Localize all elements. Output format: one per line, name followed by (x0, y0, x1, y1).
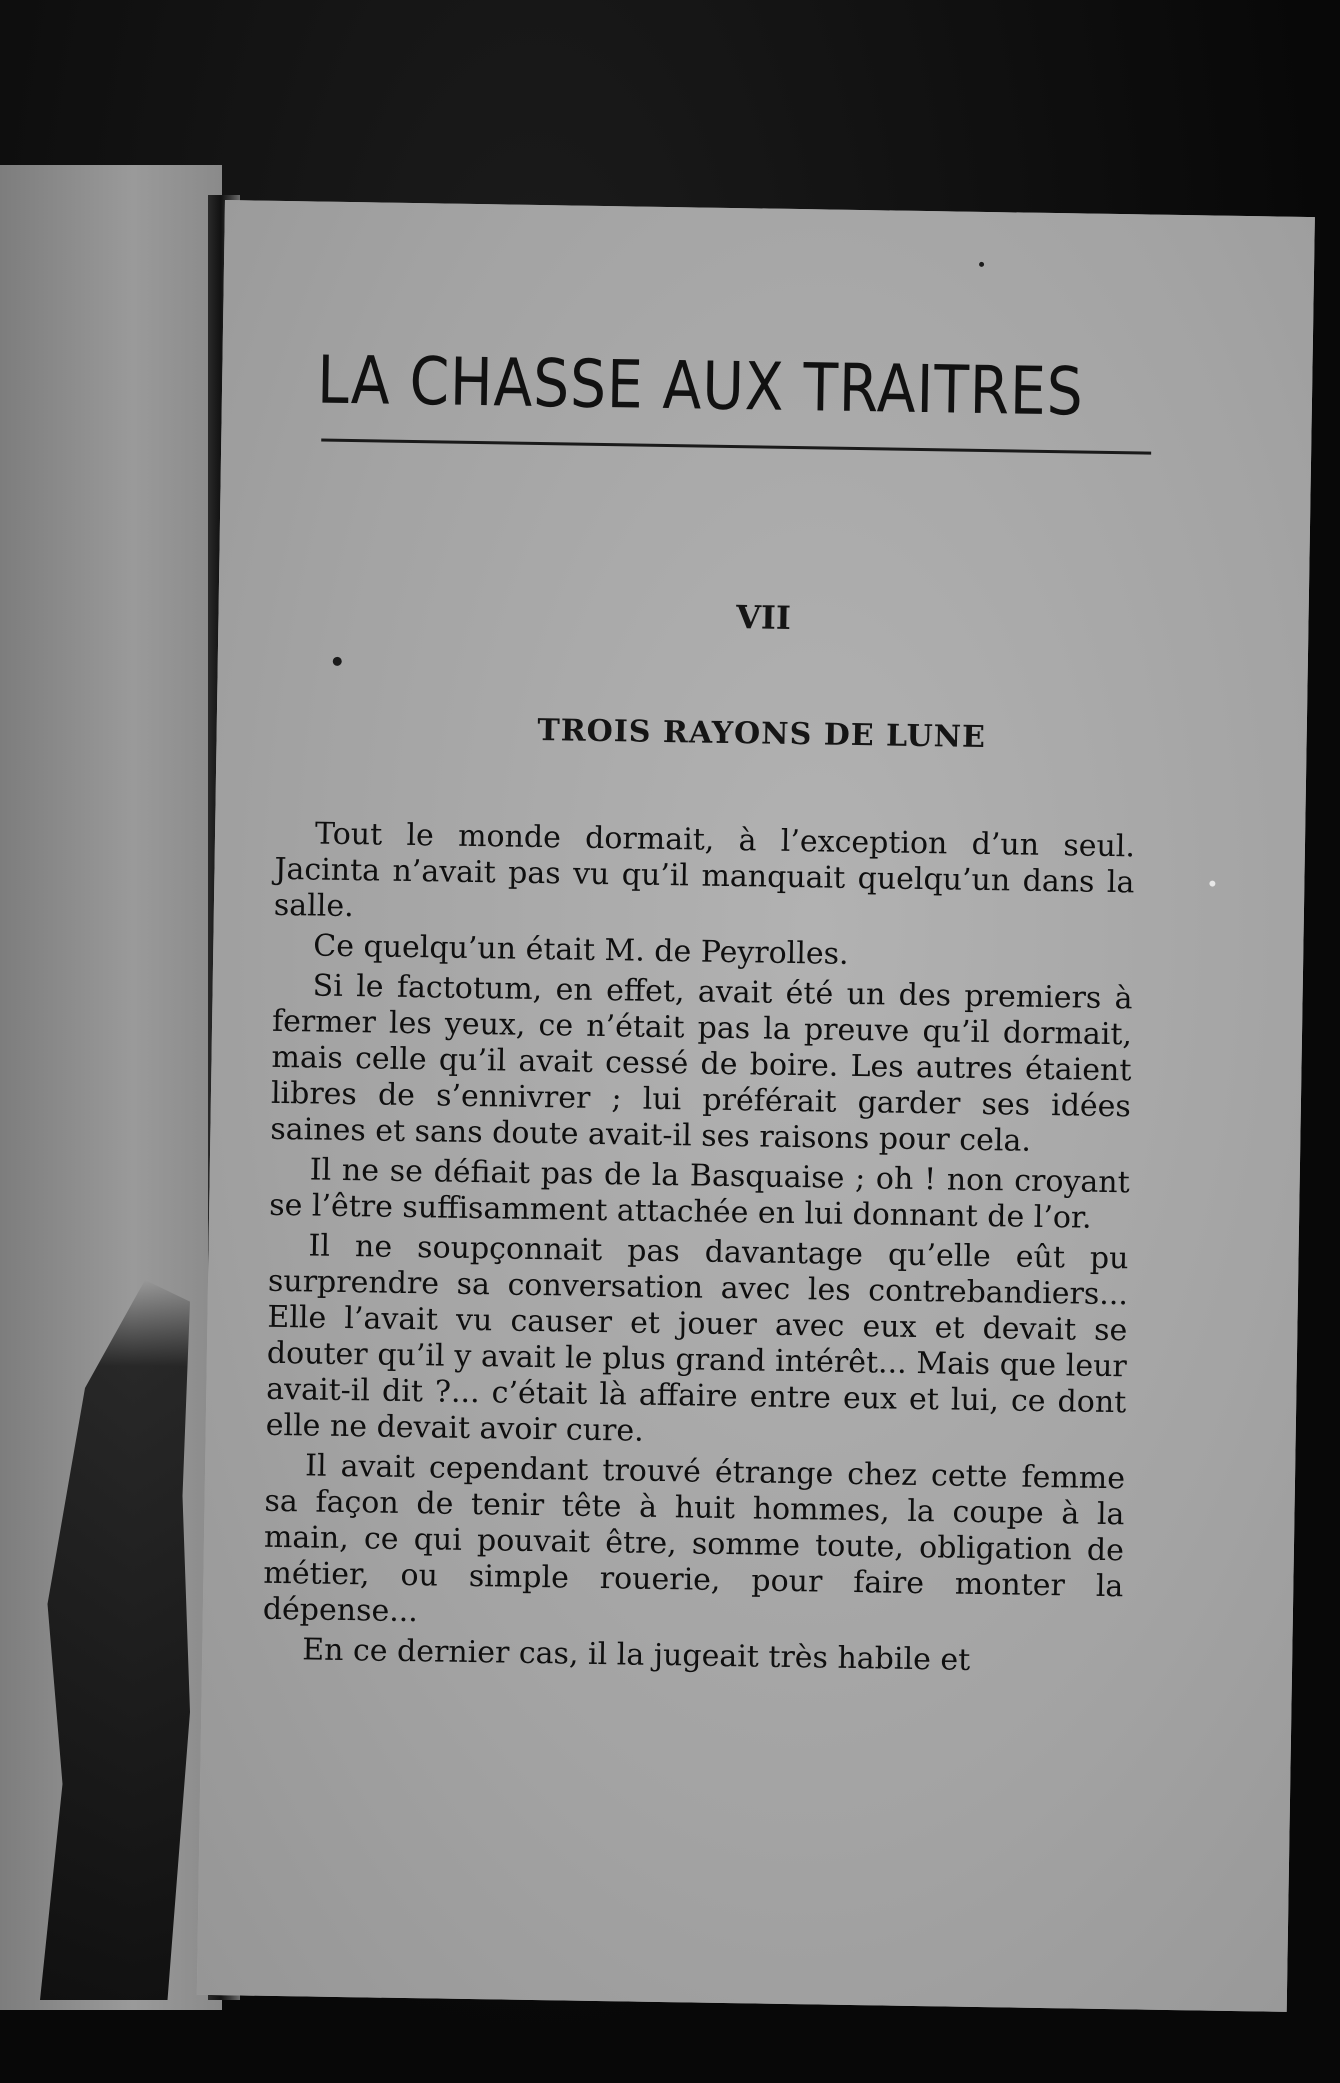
scan-speck (1209, 881, 1215, 887)
paragraph: Ce quelqu’un était M. de Peyrolles. (313, 928, 849, 972)
chapter-number: VII (735, 598, 792, 637)
running-head: LA CHASSE AUX TRAITRES (316, 341, 1085, 431)
scan-speck (333, 657, 342, 666)
chapter-body (262, 816, 1135, 1685)
book-page (197, 200, 1315, 2012)
paragraph: Tout le monde dormait, à l’exception d’un seul. Jacinta n’avait pas vu qu’il manquait quelqu’un dans la salle. (273, 816, 1136, 925)
paragraph: En ce dernier cas, il la jugeait très habile et (301, 1632, 971, 1678)
scan-speck (979, 262, 984, 267)
header-rule (321, 439, 1151, 455)
chapter-title: TROIS RAYONS DE LUNE (537, 712, 987, 756)
paragraph: Si le factotum, en effet, avait été un des premiers à fermer les yeux, ce n’était pas la preuve qu’il dormait, mais celle qu’il avait cessé de boire. Les autres étaient libres de s’ennivrer ; lui préférait garder ses idées saines et sans doute avait-il ses raisons pour cela. (270, 968, 1133, 1159)
paragraph: Il avait cependant trouvé étrange chez cette femme sa façon de tenir tête à huit hommes, la coupe à la main, ce qui pouvait être, somme toute, obligation de métier, ou simple rouerie, pour faire monter la dépense... (262, 1448, 1126, 1630)
paragraph: Il ne soupçonnait pas davantage qu’elle eût pu surprendre sa conversation avec les contrebandiers... Elle l’avait vu causer et jouer avec eux et devait se douter qu’il y avait le plus grand intérêt... Mais que leur avait-il dit ?... c’était là affaire entre eux et lui, ce dont elle ne devait avoir cure. (265, 1228, 1129, 1449)
paragraph: Il ne se défiait pas de la Basquaise ; oh ! non croyant se l’être suffisamment attachée en lui donnant de l’or. (268, 1152, 1130, 1236)
